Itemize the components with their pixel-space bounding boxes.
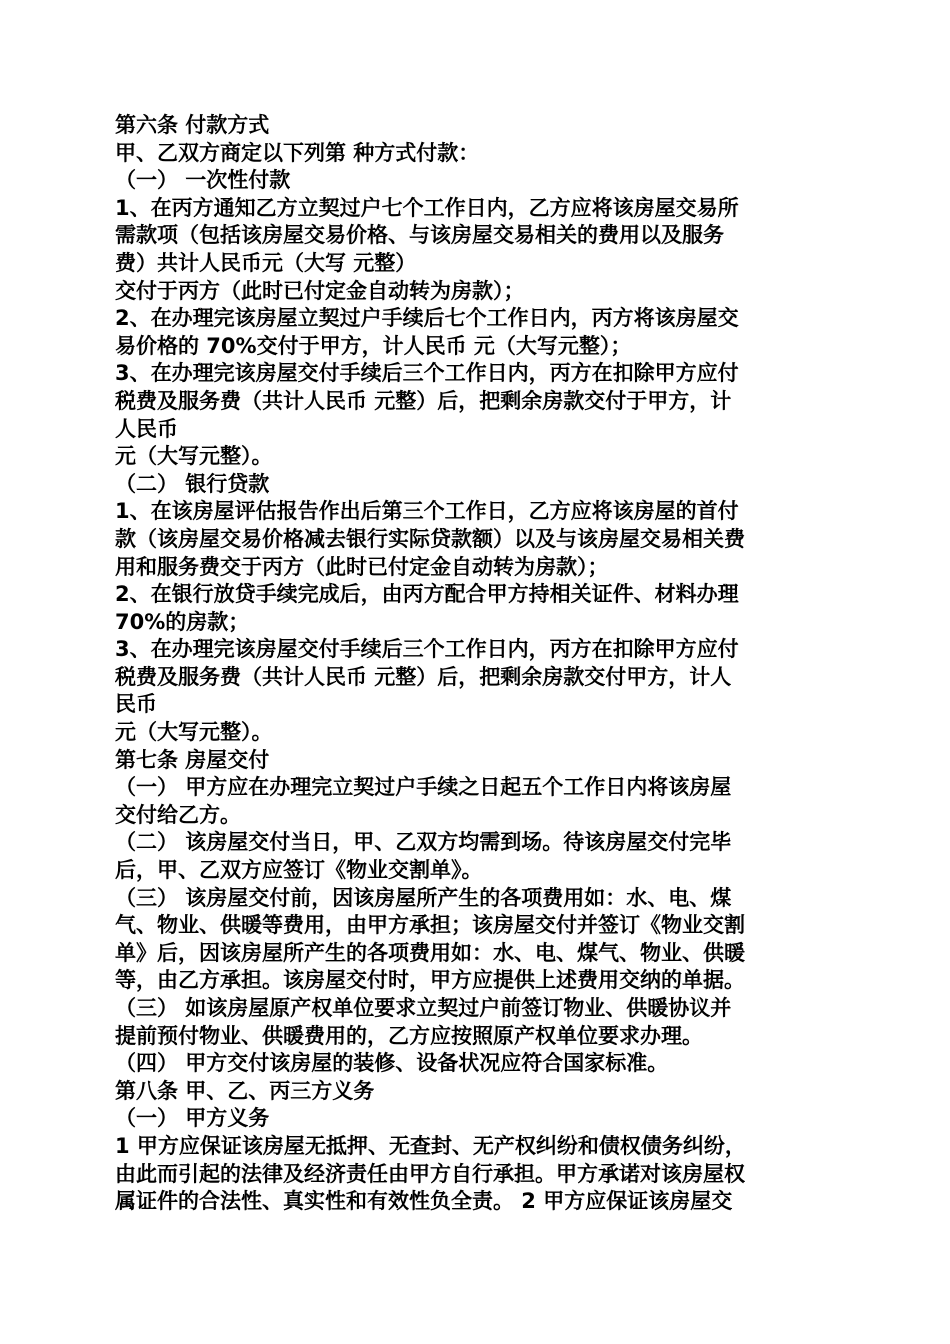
text-line: 提前预付物业、供暖费用的，乙方应按照原产权单位要求办理。 — [115, 1023, 703, 1048]
text-line: （二） 该房屋交付当日，甲、乙双方均需到场。待该房屋交付完毕 — [115, 830, 732, 855]
text-line: 70%的房款； — [115, 609, 250, 634]
text-line: （一） 甲方义务 — [115, 1106, 270, 1131]
text-line: 税费及服务费（共计人民币 元整）后，把剩余房款交付于甲方，计 — [115, 388, 732, 413]
text-line: 交付于丙方（此时已付定金自动转为房款）； — [115, 278, 525, 303]
text-line: （三） 该房屋交付前，因该房屋所产生的各项费用如：水、电、煤 — [115, 885, 732, 910]
text-line: 气、物业、供暖等费用，由甲方承担；该房屋交付并签订《物业交割 — [115, 913, 745, 938]
text-line: 2、在办理完该房屋立契过户手续后七个工作日内，丙方将该房屋交 — [115, 306, 739, 331]
text-line: 3、在办理完该房屋交付手续后三个工作日内，丙方在扣除甲方应付 — [115, 361, 739, 386]
text-line: 需款项（包括该房屋交易价格、与该房屋交易相关的费用以及服务 — [115, 223, 724, 248]
contract-text — [115, 112, 837, 1216]
text-line: 3、在办理完该房屋交付手续后三个工作日内，丙方在扣除甲方应付 — [115, 637, 739, 662]
text-line: 第七条 房屋交付 — [115, 747, 270, 772]
text-line: 易价格的 70%交付于甲方，计人民币 元（大写元整）； — [115, 333, 632, 358]
text-line: 款（该房屋交易价格减去银行实际贷款额）以及与该房屋交易相关费 — [115, 526, 745, 551]
text-line: 交付给乙方。 — [115, 802, 241, 827]
text-line: （一） 甲方应在办理完立契过户手续之日起五个工作日内将该房屋 — [115, 775, 732, 800]
text-line: 由此而引起的法律及经济责任由甲方自行承担。甲方承诺对该房屋权 — [115, 1161, 745, 1186]
text-line: （四） 甲方交付该房屋的装修、设备状况应符合国家标准。 — [115, 1051, 669, 1076]
text-line: 税费及服务费（共计人民币 元整）后，把剩余房款交付甲方，计人 — [115, 664, 732, 689]
text-line: 甲、乙双方商定以下列第 种方式付款： — [115, 140, 480, 165]
text-line: 1、在丙方通知乙方立契过户七个工作日内，乙方应将该房屋交易所 — [115, 195, 739, 220]
text-line: 属证件的合法性、真实性和有效性负全责。 2 甲方应保证该房屋交 — [115, 1189, 733, 1214]
text-line: 单》后，因该房屋所产生的各项费用如：水、电、煤气、物业、供暖 — [115, 940, 745, 965]
text-line: （三） 如该房屋原产权单位要求立契过户前签订物业、供暖协议并 — [115, 996, 732, 1020]
text-line: 后，甲、乙双方应签订《物业交割单》。 — [115, 858, 483, 883]
text-line: 第八条 甲、乙、丙三方义务 — [115, 1078, 375, 1103]
text-line: 等，由乙方承担。该房屋交付时，甲方应提供上述费用交纳的单据。 — [115, 968, 745, 993]
text-line: 用和服务费交于丙方（此时已付定金自动转为房款）； — [115, 554, 609, 579]
text-line: 2、在银行放贷手续完成后，由丙方配合甲方持相关证件、材料办理 — [115, 582, 739, 607]
text-line: 费）共计人民币元（大写 元整） — [115, 250, 417, 275]
text-line: 元（大写元整）。 — [115, 444, 273, 469]
text-line: 第六条 付款方式 — [115, 113, 270, 137]
text-line: （二） 银行贷款 — [115, 471, 270, 496]
text-line: 1 甲方应保证该房屋无抵押、无查封、无产权纠纷和债权债务纠纷， — [115, 1133, 746, 1158]
text-line: 民币 — [115, 692, 157, 717]
text-line: 1、在该房屋评估报告作出后第三个工作日，乙方应将该房屋的首付 — [115, 499, 739, 524]
text-line: （一） 一次性付款 — [115, 168, 291, 193]
text-line: 人民币 — [115, 416, 178, 441]
text-line: 元（大写元整）。 — [115, 720, 273, 745]
